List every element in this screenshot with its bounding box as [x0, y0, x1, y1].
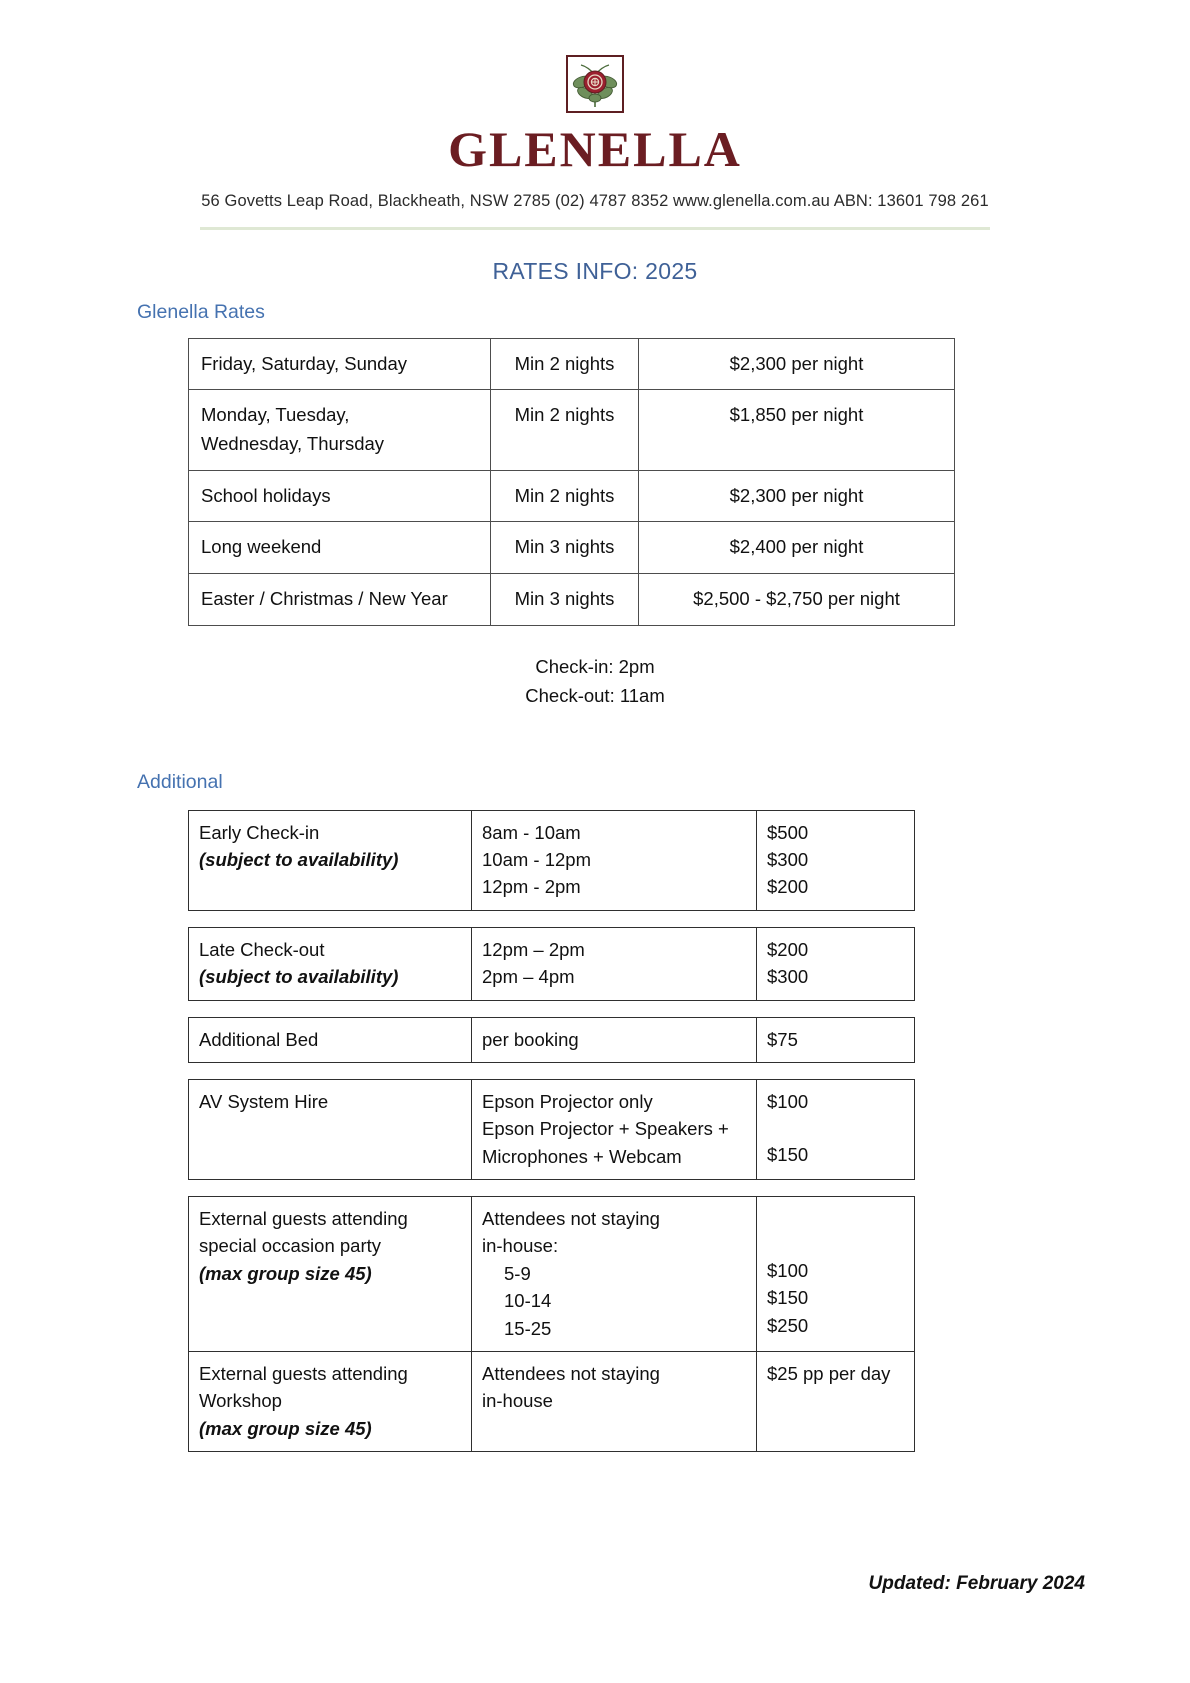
checkin-checkout-info	[0, 652, 1190, 711]
early-checkin-time-2: 10am - 12pm	[482, 849, 591, 871]
contact-line: 56 Govetts Leap Road, Blackheath, NSW 2785 (02) 4787 8352 www.glenella.com.au ABN: 13601 798 261	[201, 191, 989, 210]
rate-period: School holidays	[189, 470, 491, 522]
additional-bed-label: Additional Bed	[189, 1017, 472, 1062]
table-row	[189, 1351, 915, 1451]
external-guests-table	[188, 1196, 915, 1452]
rate-period-line2: Wednesday, Thursday	[201, 432, 385, 454]
av-system-price-2: $150	[767, 1144, 809, 1166]
external-workshop-label-cell	[189, 1351, 472, 1451]
additional-bed-table	[188, 1017, 915, 1063]
rose-logo-icon	[566, 55, 624, 113]
late-checkout-price-2: $300	[767, 966, 809, 988]
rate-period: Long weekend	[189, 522, 491, 574]
checkin-time: Check-in: 2pm	[535, 655, 655, 677]
rates-table-container	[0, 338, 1190, 626]
external-party-detail-line1: Attendees not staying	[482, 1208, 660, 1230]
brand-name: GLENELLA	[448, 121, 742, 177]
early-checkin-times-cell	[472, 810, 757, 910]
section-heading-additional: Additional	[137, 770, 223, 793]
late-checkout-note: (subject to availability)	[199, 966, 399, 988]
external-workshop-note: (max group size 45)	[199, 1417, 372, 1439]
rate-price: $2,500 - $2,750 per night	[639, 573, 955, 625]
external-party-tier-price-2: $150	[767, 1287, 809, 1309]
external-party-tier-range-3: 15-25	[504, 1317, 552, 1339]
external-party-label-line1: External guests attending	[199, 1208, 408, 1230]
checkout-time: Check-out: 11am	[525, 685, 665, 707]
early-checkin-price-1: $500	[767, 821, 809, 843]
early-checkin-table	[188, 810, 915, 911]
external-party-note: (max group size 45)	[199, 1262, 372, 1284]
table-row	[189, 1017, 915, 1062]
rate-minimum: Min 2 nights	[491, 470, 639, 522]
rate-period	[189, 390, 491, 470]
external-workshop-label-line1: External guests attending	[199, 1362, 408, 1384]
rate-minimum: Min 2 nights	[491, 390, 639, 470]
late-checkout-label-cell	[189, 927, 472, 1000]
av-system-prices-cell	[757, 1079, 915, 1179]
av-system-option-1: Epson Projector only	[482, 1090, 653, 1112]
late-checkout-times-cell	[472, 927, 757, 1000]
table-row	[189, 927, 915, 1000]
section-heading-glenella-rates: Glenella Rates	[137, 300, 265, 323]
table-row	[189, 1079, 915, 1179]
table-row	[189, 338, 955, 390]
av-system-option-2-line1: Epson Projector + Speakers +	[482, 1118, 729, 1140]
early-checkin-label-cell	[189, 810, 472, 910]
document-header	[0, 0, 1190, 230]
external-party-tier-range-1: 5-9	[504, 1262, 531, 1284]
early-checkin-price-2: $300	[767, 849, 809, 871]
external-workshop-detail-cell	[472, 1351, 757, 1451]
late-checkout-time-1: 12pm – 2pm	[482, 938, 585, 960]
table-row	[189, 573, 955, 625]
table-row	[189, 390, 955, 470]
external-party-detail-line2: in-house:	[482, 1235, 559, 1257]
external-party-price-spacer-1	[767, 1205, 904, 1231]
late-checkout-time-2: 2pm – 4pm	[482, 966, 575, 988]
av-system-hire-table	[188, 1079, 915, 1180]
header-divider	[200, 227, 990, 230]
external-party-label-line2: special occasion party	[199, 1235, 382, 1257]
external-party-prices-cell	[757, 1197, 915, 1352]
external-workshop-detail-line2: in-house	[482, 1390, 553, 1412]
early-checkin-time-1: 8am - 10am	[482, 821, 581, 843]
rate-price: $2,400 per night	[639, 522, 955, 574]
early-checkin-prices-cell	[757, 810, 915, 910]
late-checkout-label: Late Check-out	[199, 938, 325, 960]
av-price-spacer	[767, 1115, 904, 1141]
rate-period-line1: Monday, Tuesday,	[201, 404, 350, 426]
external-workshop-detail-line1: Attendees not staying	[482, 1362, 660, 1384]
early-checkin-label: Early Check-in	[199, 821, 320, 843]
external-party-price-spacer-2	[767, 1231, 904, 1257]
table-row	[189, 810, 915, 910]
av-system-price-1: $100	[767, 1090, 809, 1112]
early-checkin-note: (subject to availability)	[199, 849, 399, 871]
additional-bed-detail: per booking	[472, 1017, 757, 1062]
av-system-label: AV System Hire	[189, 1079, 472, 1179]
table-row	[189, 522, 955, 574]
additional-bed-price: $75	[757, 1017, 915, 1062]
table-row	[189, 470, 955, 522]
late-checkout-price-1: $200	[767, 938, 809, 960]
external-party-detail-cell	[472, 1197, 757, 1352]
av-system-options-cell	[472, 1079, 757, 1179]
rate-minimum: Min 3 nights	[491, 573, 639, 625]
rate-price: $1,850 per night	[639, 390, 955, 470]
rate-minimum: Min 3 nights	[491, 522, 639, 574]
early-checkin-price-3: $200	[767, 876, 809, 898]
additional-tables-container	[0, 810, 1190, 1452]
external-workshop-label-line2: Workshop	[199, 1390, 282, 1412]
table-row	[189, 1197, 915, 1352]
external-party-tier-price-3: $250	[767, 1314, 809, 1336]
late-checkout-prices-cell	[757, 927, 915, 1000]
glenella-rates-table	[188, 338, 955, 626]
av-system-option-2-line2: Microphones + Webcam	[482, 1145, 682, 1167]
page-title: RATES INFO: 2025	[492, 257, 698, 284]
external-party-tier-price-1: $100	[767, 1260, 809, 1282]
external-party-tier-range-2: 10-14	[504, 1290, 552, 1312]
early-checkin-time-3: 12pm - 2pm	[482, 876, 581, 898]
late-checkout-table	[188, 927, 915, 1001]
rate-minimum: Min 2 nights	[491, 338, 639, 390]
external-party-label-cell	[189, 1197, 472, 1352]
rate-price: $2,300 per night	[639, 338, 955, 390]
rate-price: $2,300 per night	[639, 470, 955, 522]
rate-period: Friday, Saturday, Sunday	[189, 338, 491, 390]
updated-footer: Updated: February 2024	[868, 1573, 1085, 1594]
external-workshop-price: $25 pp per day	[757, 1351, 915, 1451]
rate-period: Easter / Christmas / New Year	[189, 573, 491, 625]
